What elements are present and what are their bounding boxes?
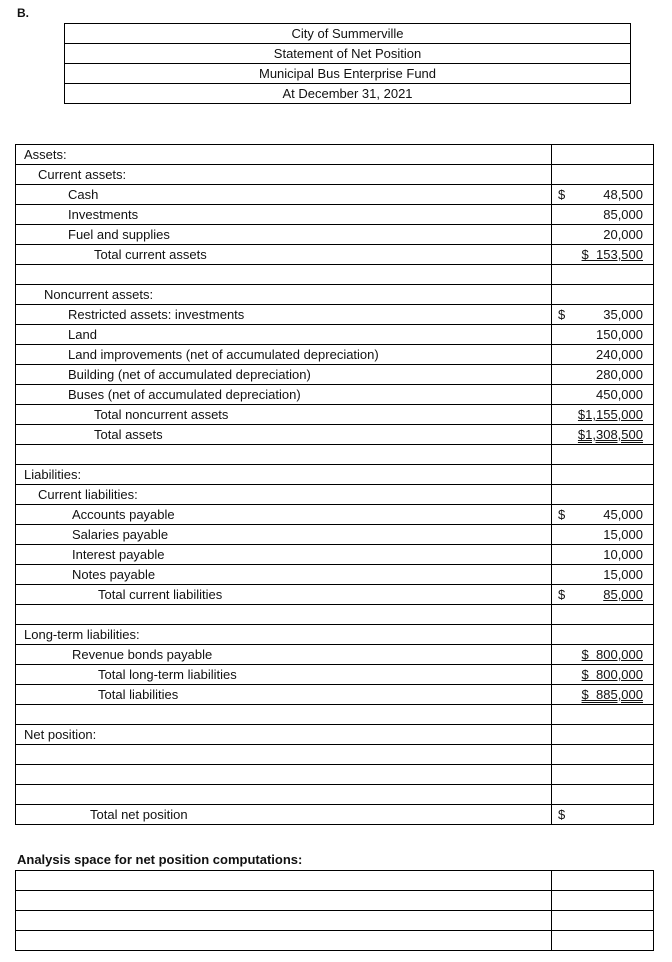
value-cell[interactable] [551, 645, 652, 664]
table-row [16, 224, 653, 244]
value-cell[interactable] [551, 745, 652, 764]
value-cell[interactable] [551, 665, 652, 684]
header-statement: Statement of Net Position [65, 43, 630, 63]
land-label: Land [68, 327, 97, 342]
value-cell[interactable] [551, 285, 652, 304]
noncurrent-assets-heading: Noncurrent assets: [44, 287, 154, 302]
current-assets-heading: Current assets: [38, 167, 127, 182]
long-term-liabilities-heading: Long-term liabilities: [24, 627, 140, 642]
restricted-amount: 35,000 [603, 307, 643, 322]
restricted-label: Restricted assets: investments [68, 307, 245, 322]
value-cell[interactable] [551, 265, 652, 284]
value-cell[interactable] [551, 625, 652, 644]
analysis-title: Analysis space for net position computations: [17, 852, 303, 867]
total-noncurrent-assets-amount: $1,155,000 [577, 407, 643, 422]
value-cell[interactable] [551, 345, 652, 364]
value-cell[interactable] [551, 165, 652, 184]
table-row [16, 564, 653, 584]
interest-payable-label: Interest payable [72, 547, 165, 562]
land-improvements-amount: 240,000 [596, 347, 643, 362]
header-city: City of Summerville [291, 26, 404, 41]
value-cell[interactable] [551, 725, 652, 744]
table-row [16, 724, 653, 744]
value-cell[interactable] [551, 805, 652, 824]
part-label: B. [17, 6, 29, 20]
accounts-payable-amount: 45,000 [603, 507, 643, 522]
value-cell[interactable] [551, 425, 652, 444]
assets-table [15, 144, 654, 825]
value-cell[interactable] [551, 245, 652, 264]
table-row [16, 164, 653, 184]
dollar-sign: $ [558, 587, 566, 602]
table-row [16, 384, 653, 404]
dollar-sign: $ [558, 507, 566, 522]
table-row [16, 584, 653, 604]
net-position-heading: Net position: [24, 727, 97, 742]
table-row [16, 484, 653, 504]
value-cell[interactable] [551, 765, 652, 784]
value-cell[interactable] [551, 465, 652, 484]
value-cell[interactable] [551, 225, 652, 244]
revenue-bonds-label: Revenue bonds payable [72, 647, 213, 662]
total-current-assets-label: Total current assets [94, 247, 207, 262]
total-noncurrent-assets-label: Total noncurrent assets [94, 407, 229, 422]
table-row [16, 145, 653, 164]
value-cell[interactable] [551, 505, 652, 524]
table-row [16, 264, 653, 284]
value-cell[interactable] [551, 685, 652, 704]
value-cell[interactable] [551, 931, 652, 950]
table-row [16, 204, 653, 224]
building-amount: 280,000 [596, 367, 643, 382]
value-cell[interactable] [551, 705, 652, 724]
table-row [16, 871, 653, 890]
value-cell[interactable] [551, 525, 652, 544]
value-cell[interactable] [551, 911, 652, 930]
value-cell[interactable] [551, 785, 652, 804]
dollar-sign: $ [558, 807, 566, 822]
header-date: At December 31, 2021 [65, 83, 630, 103]
table-row [16, 404, 653, 424]
value-cell[interactable] [551, 445, 652, 464]
total-assets-label: Total assets [94, 427, 163, 442]
table-row [16, 744, 653, 764]
table-row [16, 464, 653, 484]
total-current-liabilities-amount: 85,000 [603, 587, 643, 602]
fuel-amount: 20,000 [603, 227, 643, 242]
cash-label: Cash [68, 187, 99, 202]
interest-payable-amount: 10,000 [603, 547, 643, 562]
value-cell[interactable] [551, 185, 652, 204]
table-row [16, 364, 653, 384]
table-row [16, 424, 653, 444]
table-row [16, 284, 653, 304]
buses-label: Buses (net of accumulated depreciation) [68, 387, 301, 402]
table-row [16, 244, 653, 264]
revenue-bonds-amount: $ 800,000 [581, 647, 643, 662]
table-row [16, 704, 653, 724]
table-row [16, 524, 653, 544]
table-row [16, 890, 653, 910]
fuel-label: Fuel and supplies [68, 227, 170, 242]
table-row [16, 804, 653, 824]
total-current-assets-amount: $ 153,500 [581, 247, 643, 262]
notes-payable-amount: 15,000 [603, 567, 643, 582]
value-cell[interactable] [551, 891, 652, 910]
value-cell[interactable] [551, 565, 652, 584]
investments-amount: 85,000 [603, 207, 643, 222]
total-assets-amount: $1,308,500 [577, 427, 643, 442]
table-row [16, 184, 653, 204]
table-row [16, 910, 653, 930]
table-row [16, 930, 653, 950]
table-row [16, 604, 653, 624]
value-cell[interactable] [551, 385, 652, 404]
table-row [16, 444, 653, 464]
value-cell[interactable] [551, 205, 652, 224]
analysis-table [15, 870, 654, 951]
salaries-payable-label: Salaries payable [72, 527, 169, 542]
land-improvements-label: Land improvements (net of accumulated depreciation) [68, 347, 379, 362]
land-amount: 150,000 [596, 327, 643, 342]
total-liabilities-amount: $ 885,000 [581, 687, 643, 702]
table-row [16, 784, 653, 804]
assets-heading: Assets: [24, 147, 67, 162]
total-liabilities-label: Total liabilities [98, 687, 179, 702]
value-cell[interactable] [551, 365, 652, 384]
value-cell[interactable] [551, 325, 652, 344]
value-cell[interactable] [551, 871, 652, 890]
notes-payable-label: Notes payable [72, 567, 156, 582]
value-cell[interactable] [551, 545, 652, 564]
table-row [16, 764, 653, 784]
cash-amount: 48,500 [603, 187, 643, 202]
salaries-payable-amount: 15,000 [603, 527, 643, 542]
header-fund: Municipal Bus Enterprise Fund [65, 63, 630, 83]
current-liabilities-heading: Current liabilities: [38, 487, 138, 502]
dollar-sign: $ [558, 187, 566, 202]
liabilities-heading: Liabilities: [24, 467, 82, 482]
total-net-position-label: Total net position [90, 807, 188, 822]
table-row [16, 664, 653, 684]
table-row [16, 644, 653, 664]
table-row [16, 684, 653, 704]
building-label: Building (net of accumulated depreciation) [68, 367, 311, 382]
value-cell[interactable] [551, 145, 652, 164]
buses-amount: 450,000 [596, 387, 643, 402]
statement-header [64, 23, 631, 104]
investments-label: Investments [68, 207, 139, 222]
table-row [16, 544, 653, 564]
table-row [16, 624, 653, 644]
table-row [16, 344, 653, 364]
value-cell[interactable] [551, 605, 652, 624]
value-cell[interactable] [551, 305, 652, 324]
total-long-term-liabilities-amount: $ 800,000 [581, 667, 643, 682]
total-long-term-liabilities-label: Total long-term liabilities [98, 667, 237, 682]
value-cell[interactable] [551, 405, 652, 424]
total-current-liabilities-label: Total current liabilities [98, 587, 223, 602]
value-cell[interactable] [551, 485, 652, 504]
dollar-sign: $ [558, 307, 566, 322]
table-row [16, 504, 653, 524]
accounts-payable-label: Accounts payable [72, 507, 175, 522]
value-cell[interactable] [551, 585, 652, 604]
table-row [16, 304, 653, 324]
table-row [16, 324, 653, 344]
